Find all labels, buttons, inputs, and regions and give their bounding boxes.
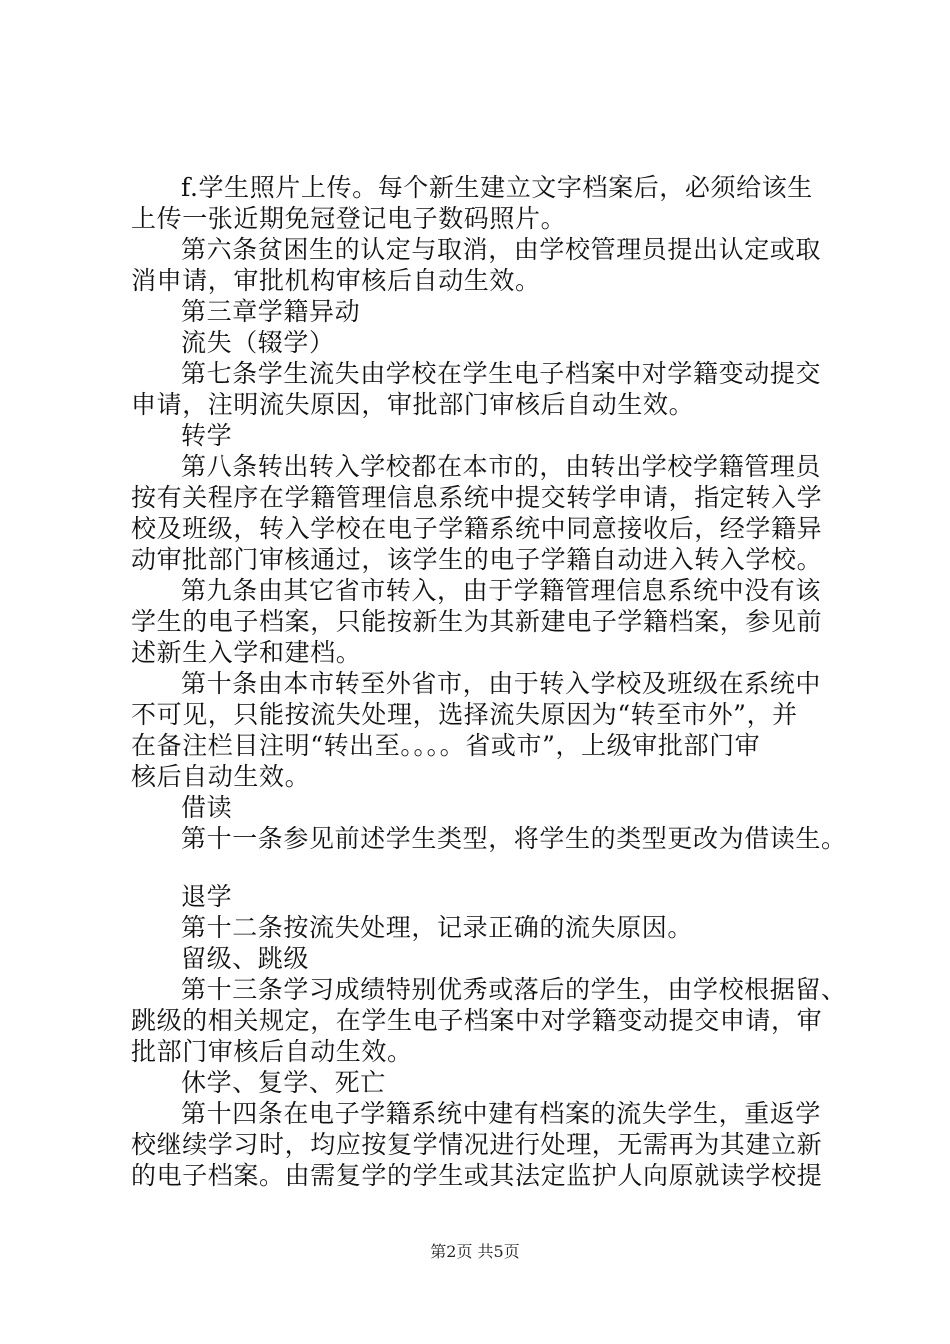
text-line: 跳级的相关规定，在学生电子档案中对学籍变动提交申请，审 [131,1006,823,1035]
text-line: 不可见，只能按流失处理，选择流失原因为“转至市外”，并 [131,700,798,729]
text-line: 第七条学生流失由学校在学生电子档案中对学籍变动提交 [181,359,822,388]
body-text [131,172,847,1191]
text-line: 按有关程序在学籍管理信息系统中提交转学申请，指定转入学 [131,483,823,512]
text-line: f.学生照片上传。每个新生建立文字档案后，必须给该生 [181,173,813,202]
text-line: 第三章学籍异动 [181,297,361,326]
text-line: 休学、复学、死亡 [181,1068,386,1097]
blank-line [131,854,831,881]
text-line: 第八条转出转入学校都在本市的，由转出学校学籍管理员 [181,452,822,481]
text-line: 第六条贫困生的认定与取消，由学校管理员提出认定或取 [181,235,822,264]
text-line: 校继续学习时，均应按复学情况进行处理，无需再为其建立新 [131,1130,823,1159]
text-line: 核后自动生效。 [131,762,311,791]
text-line: 校及班级，转入学校在电子学籍系统中同意接收后，经学籍异 [131,514,823,543]
text-line: 学生的电子档案，只能按新生为其新建电子学籍档案，参见前 [131,607,823,636]
text-line: 述新生入学和建档。 [131,638,362,667]
text-line: 转学 [181,421,233,450]
text-line: 消申请，审批机构审核后自动生效。 [131,266,541,295]
text-line: 在备注栏目注明“转出至。。。。省或市”，上级审批部门审 [131,731,761,760]
text-line: 第十一条参见前述学生类型，将学生的类型更改为借读生。 [181,824,847,853]
text-line: 流失（辍学） [181,328,335,357]
text-line: 留级、跳级 [181,944,310,973]
text-line: 第九条由其它省市转入，由于学籍管理信息系统中没有该 [181,576,822,605]
text-line: 第十二条按流失处理，记录正确的流失原因。 [181,913,694,942]
text-line: 第十三条学习成绩特别优秀或落后的学生，由学校根据留、 [181,975,847,1004]
page-footer: 第2页 共5页 [430,1242,520,1261]
text-line: 第十条由本市转至外省市，由于转入学校及班级在系统中 [181,669,822,698]
text-line: 动审批部门审核通过，该学生的电子学籍自动进入转入学校。 [131,545,823,574]
text-line: 的电子档案。由需复学的学生或其法定监护人向原就读学校提 [131,1161,823,1190]
text-line: 批部门审核后自动生效。 [131,1037,413,1066]
text-line: 第十四条在电子学籍系统中建有档案的流失学生，重返学 [181,1099,822,1128]
text-line: 上传一张近期免冠登记电子数码照片。 [131,204,567,233]
text-line: 借读 [181,793,233,822]
text-line: 申请，注明流失原因，审批部门审核后自动生效。 [131,390,695,419]
text-line: 退学 [181,882,233,911]
